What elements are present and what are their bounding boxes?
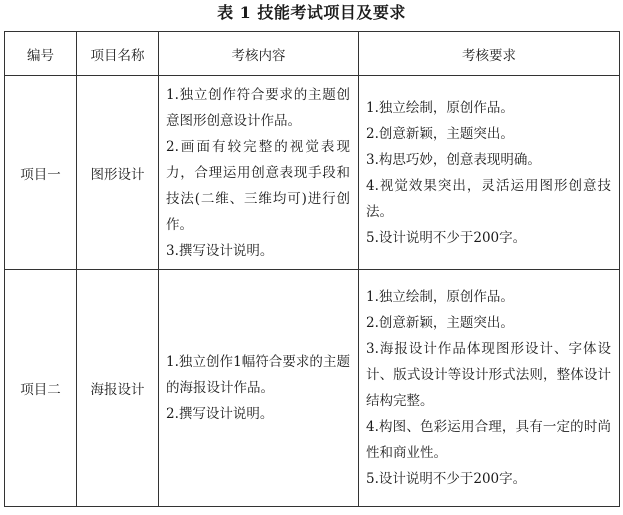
requirement-item: 1.独立绘制，原创作品。 [366, 99, 514, 116]
requirement-item: 5.设计说明不少于200字。 [366, 229, 527, 246]
row-content [159, 76, 359, 270]
header-content: 考核内容 [159, 32, 359, 76]
requirement-item: 4.构图、色彩运用合理，具有一定的时尚性和商业性。 [366, 419, 611, 461]
requirement-item: 5.设计说明不少于200字。 [366, 471, 527, 487]
requirement-item: 1.独立绘制，原创作品。 [366, 289, 514, 305]
content-item: 2.画面有较完整的视觉表现力，合理运用创意表现手段和技法(二维、三维均可)进行创作。 [166, 138, 350, 233]
requirement-item: 2.创意新颖，主题突出。 [366, 125, 514, 142]
requirement-item: 3.构思巧妙，创意表现明确。 [366, 151, 541, 168]
row-content [159, 270, 359, 507]
content-item: 1.独立创作1幅符合要求的主题的海报设计作品。 [166, 354, 350, 396]
table-row [5, 76, 620, 270]
row-requirements [359, 270, 620, 507]
row-name: 海报设计 [77, 270, 159, 507]
row-name: 图形设计 [77, 76, 159, 270]
content-item: 3.撰写设计说明。 [166, 242, 274, 259]
table-caption: 表 1 技能考试项目及要求 [217, 3, 406, 22]
table-row [5, 270, 620, 507]
content-item: 2.撰写设计说明。 [166, 406, 274, 422]
content-item: 1.独立创作符合要求的主题创意图形创意设计作品。 [166, 86, 350, 129]
requirement-item: 3.海报设计作品体现图形设计、字体设计、版式设计等设计形式法则，整体设计结构完整。 [366, 341, 611, 409]
row-id: 项目一 [5, 76, 77, 270]
header-requirements: 考核要求 [359, 32, 620, 76]
row-requirements [359, 76, 620, 270]
header-name: 项目名称 [77, 32, 159, 76]
header-id: 编号 [5, 32, 77, 76]
requirement-item: 2.创意新颖，主题突出。 [366, 315, 514, 331]
row-id: 项目二 [5, 270, 77, 507]
requirement-item: 4.视觉效果突出，灵活运用图形创意技法。 [366, 177, 611, 220]
requirements-table [4, 31, 620, 507]
table-header-row [5, 32, 620, 76]
